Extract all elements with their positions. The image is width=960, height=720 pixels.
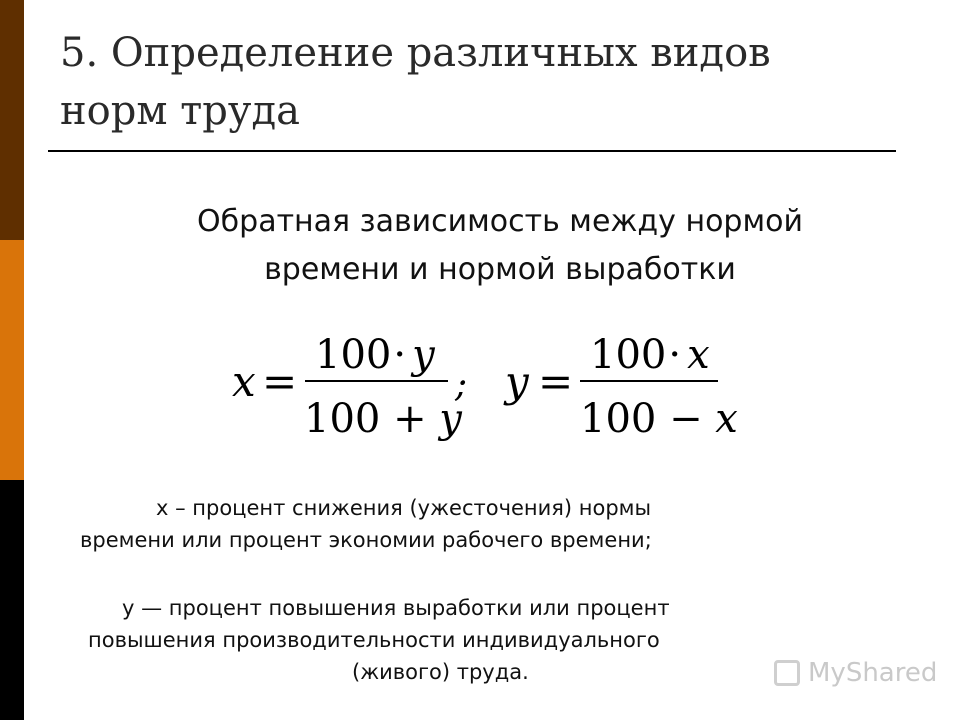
slide-subtitle-line: Обратная зависимость между нормой xyxy=(197,204,803,239)
formula-x-numerator xyxy=(315,332,436,378)
formula-equals: = xyxy=(262,357,298,406)
description-line: (живого) труда. xyxy=(352,660,529,684)
slide-subtitle-line: времени и нормой выработки xyxy=(264,252,736,287)
formula-y-num-const: 100 xyxy=(590,332,667,378)
formula-x-den-const: 100 + xyxy=(304,396,440,442)
description-line: y — процент повышения выработки или процент xyxy=(122,596,670,620)
watermark-text: MyShared xyxy=(808,658,938,688)
slide-title-line: норм труда xyxy=(60,88,300,134)
formula-separator: ; xyxy=(455,364,468,405)
formula-x-num-dot: · xyxy=(393,332,407,378)
formula-y-den-var: x xyxy=(715,396,738,442)
formula-y-numerator xyxy=(590,332,710,378)
formula-y-lhs: y xyxy=(505,357,529,406)
formula-y-num-dot: · xyxy=(668,332,682,378)
watermark-icon xyxy=(774,660,800,686)
formula-x-num-const: 100 xyxy=(315,332,392,378)
formula-equals: = xyxy=(538,357,574,406)
formula-x-lhs: x xyxy=(232,357,256,406)
formula-y-den-const: 100 − xyxy=(580,396,716,442)
description-line: времени или процент экономии рабочего времени; xyxy=(80,528,652,552)
formula-y-num-var: x xyxy=(687,332,710,378)
description-line: x – процент снижения (ужесточения) нормы xyxy=(156,496,652,520)
formula-x-num-var: y xyxy=(412,332,435,378)
description-line: повышения производительности индивидуального xyxy=(88,628,660,652)
formula-x-den-var: y xyxy=(439,396,462,442)
description-x xyxy=(60,492,940,556)
formula-y-denominator xyxy=(580,396,738,442)
slide-title-line: 5. Определение различных видов xyxy=(60,30,771,76)
formula-x-denominator xyxy=(304,396,463,442)
